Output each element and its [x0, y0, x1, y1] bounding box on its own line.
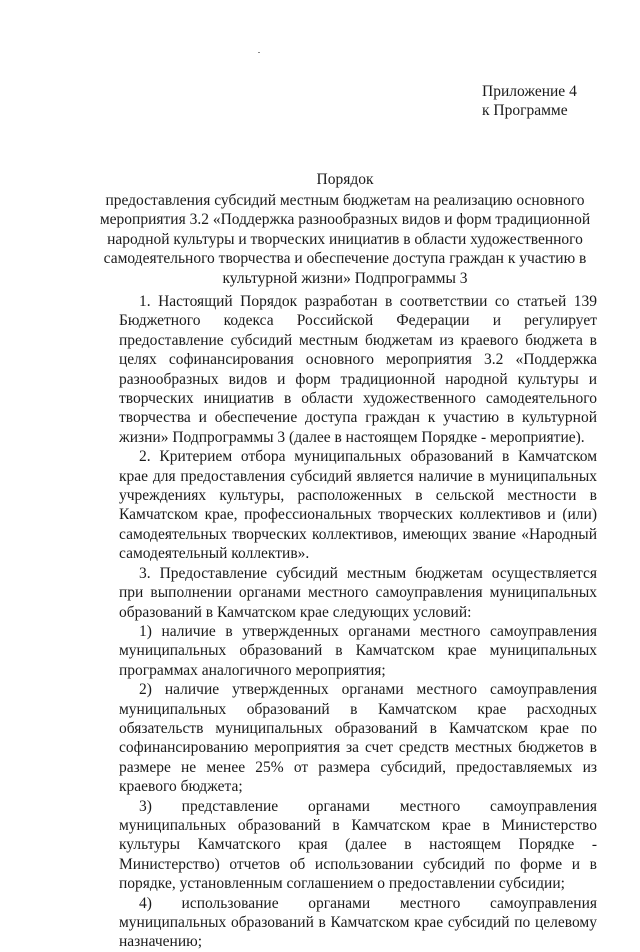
paragraph-2: 2. Критерием отбора муниципальных образований в Камчатском крае для предоставления субсидий является наличие в муниципальных учреждениях культуры, расположенных в сельской местности в Камчатском крае, профессиональных творческих коллективов и (или) самодеятельных творческих коллективов, имеющих звание «Народный самодеятельный коллектив».: [119, 448, 597, 563]
title-line-4: самодеятельного творчества и обеспечение доступа граждан к участию в: [103, 250, 587, 267]
condition-4: 4) использование органами местного самоуправления муниципальных образований в Камчатском крае субсидий по целевому назначению;: [119, 894, 597, 951]
title-line-3: народной культуры и творческих инициатив в области художественного: [107, 230, 583, 248]
document-body: [119, 292, 597, 952]
condition-2: 2) наличие утвержденных органами местного самоуправления муниципальных образований в Камчатском крае расходных обязательств муниципальных образований в Камчатском крае по софинансированию мероприятия за счет средств местных бюджетов в размере не менее 25% от размера субсидий, предоставляемых из краевого бюджета;: [119, 681, 597, 796]
scan-speck: [258, 52, 260, 53]
condition-3: 3) представление органами местного самоуправления муниципальных образований в Камчатском крае в Министерство культуры Камчатского края (далее в настоящем Порядке - Министерство) отчетов об использовании субсидий по форме и в порядке, установленным соглашением о предоставлении субсидии;: [119, 797, 597, 893]
paragraph-3: 3. Предоставление субсидий местным бюджетам осуществляется при выполнении органами местного самоуправления муниципальных образований в Камчатском крае следующих условий:: [119, 564, 597, 621]
title-line-1: предоставления субсидий местным бюджетам на реализацию основного: [105, 191, 585, 209]
appendix-line-2: к Программе: [482, 102, 568, 119]
title-line-5: культурной жизни» Подпрограммы 3: [222, 269, 468, 287]
paragraph-1: 1. Настоящий Порядок разработан в соответствии со статьей 139 Бюджетного кодекса Российской Федерации и регулирует предоставление субсидий местным бюджетам из краевого бюджета в целях софинансирования основного мероприятия 3.2 «Поддержка разнообразных видов и форм традиционной народной культуры и творческих инициатив в области художественного самодеятельного творчества и обеспечение доступа граждан к участию в культурной жизни» Подпрограммы 3 (далее в настоящем Порядке - мероприятие).: [119, 293, 597, 446]
appendix-line-1: Приложение 4: [482, 83, 577, 100]
appendix-header: [482, 82, 577, 120]
condition-1: 1) наличие в утвержденных органами местного самоуправления муниципальных образований в Камчатском крае муниципальных программах аналогичного мероприятия;: [119, 622, 597, 679]
title-main: Порядок: [316, 171, 374, 188]
title-line-2: мероприятия 3.2 «Поддержка разнообразных видов и форм традиционной: [99, 211, 591, 228]
document-title: [90, 170, 600, 288]
